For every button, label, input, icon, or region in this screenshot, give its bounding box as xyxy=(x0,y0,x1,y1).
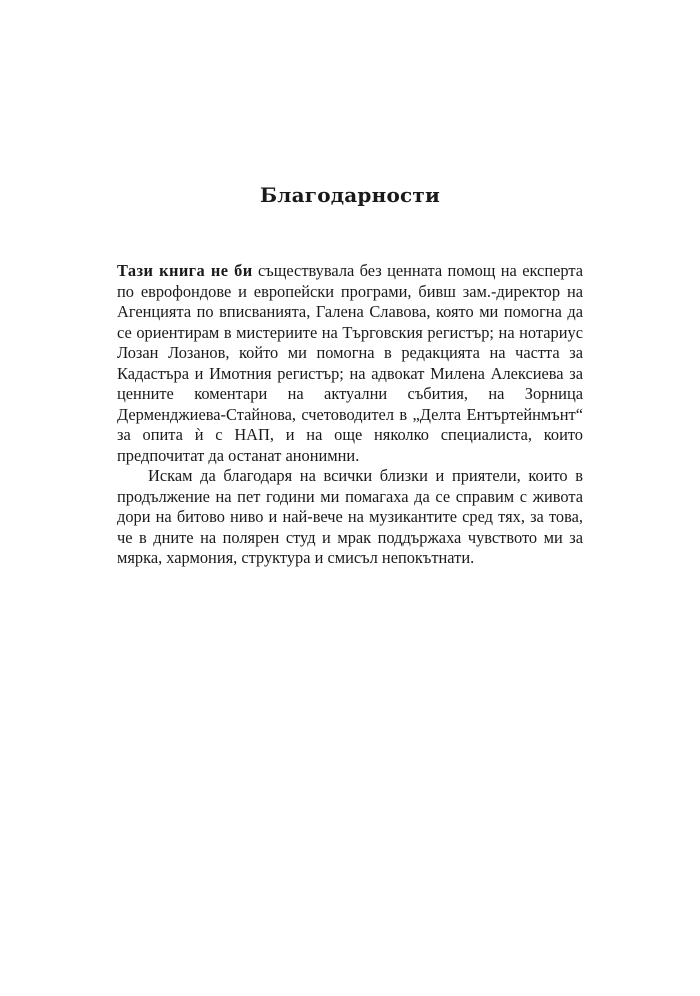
page-title: Благодарности xyxy=(259,183,440,207)
paragraph-1 xyxy=(117,261,583,466)
paragraph-2: Искам да благодаря на всички близки и приятели, които в продължение на пет години ми помагаха да се справим с живота дори на битово ниво и най-вече на музикантите сред тях, за това, че в дните на полярен студ и мрак поддържаха чувството ми за мярка, хармония, структура и смисъл непокътнати. xyxy=(117,466,583,567)
paragraph-lead: Тази книга не би xyxy=(117,261,253,280)
paragraph-1-text: съществувала без ценната помощ на експерта по еврофондове и европейски програми, бивш зам.-директор на Агенцията по вписванията, Галена Славова, която ми помогна да се ориентирам в мистериите на Търговския регистър; на нотариус Лозан Лозанов, който ми помогна в редакцията на частта за Кадастъра и Имотния регистър; на адвокат Милена Алексиева за ценните коментари на актуални събития, на Зорница Дерменджиева-Стайнова, счетоводител в „Делта Ентъртейнмънт“ за опита ѝ с НАП, и на още няколко специалиста, които предпочитат да останат анонимни. xyxy=(117,261,583,465)
acknowledgements-text xyxy=(117,261,583,569)
